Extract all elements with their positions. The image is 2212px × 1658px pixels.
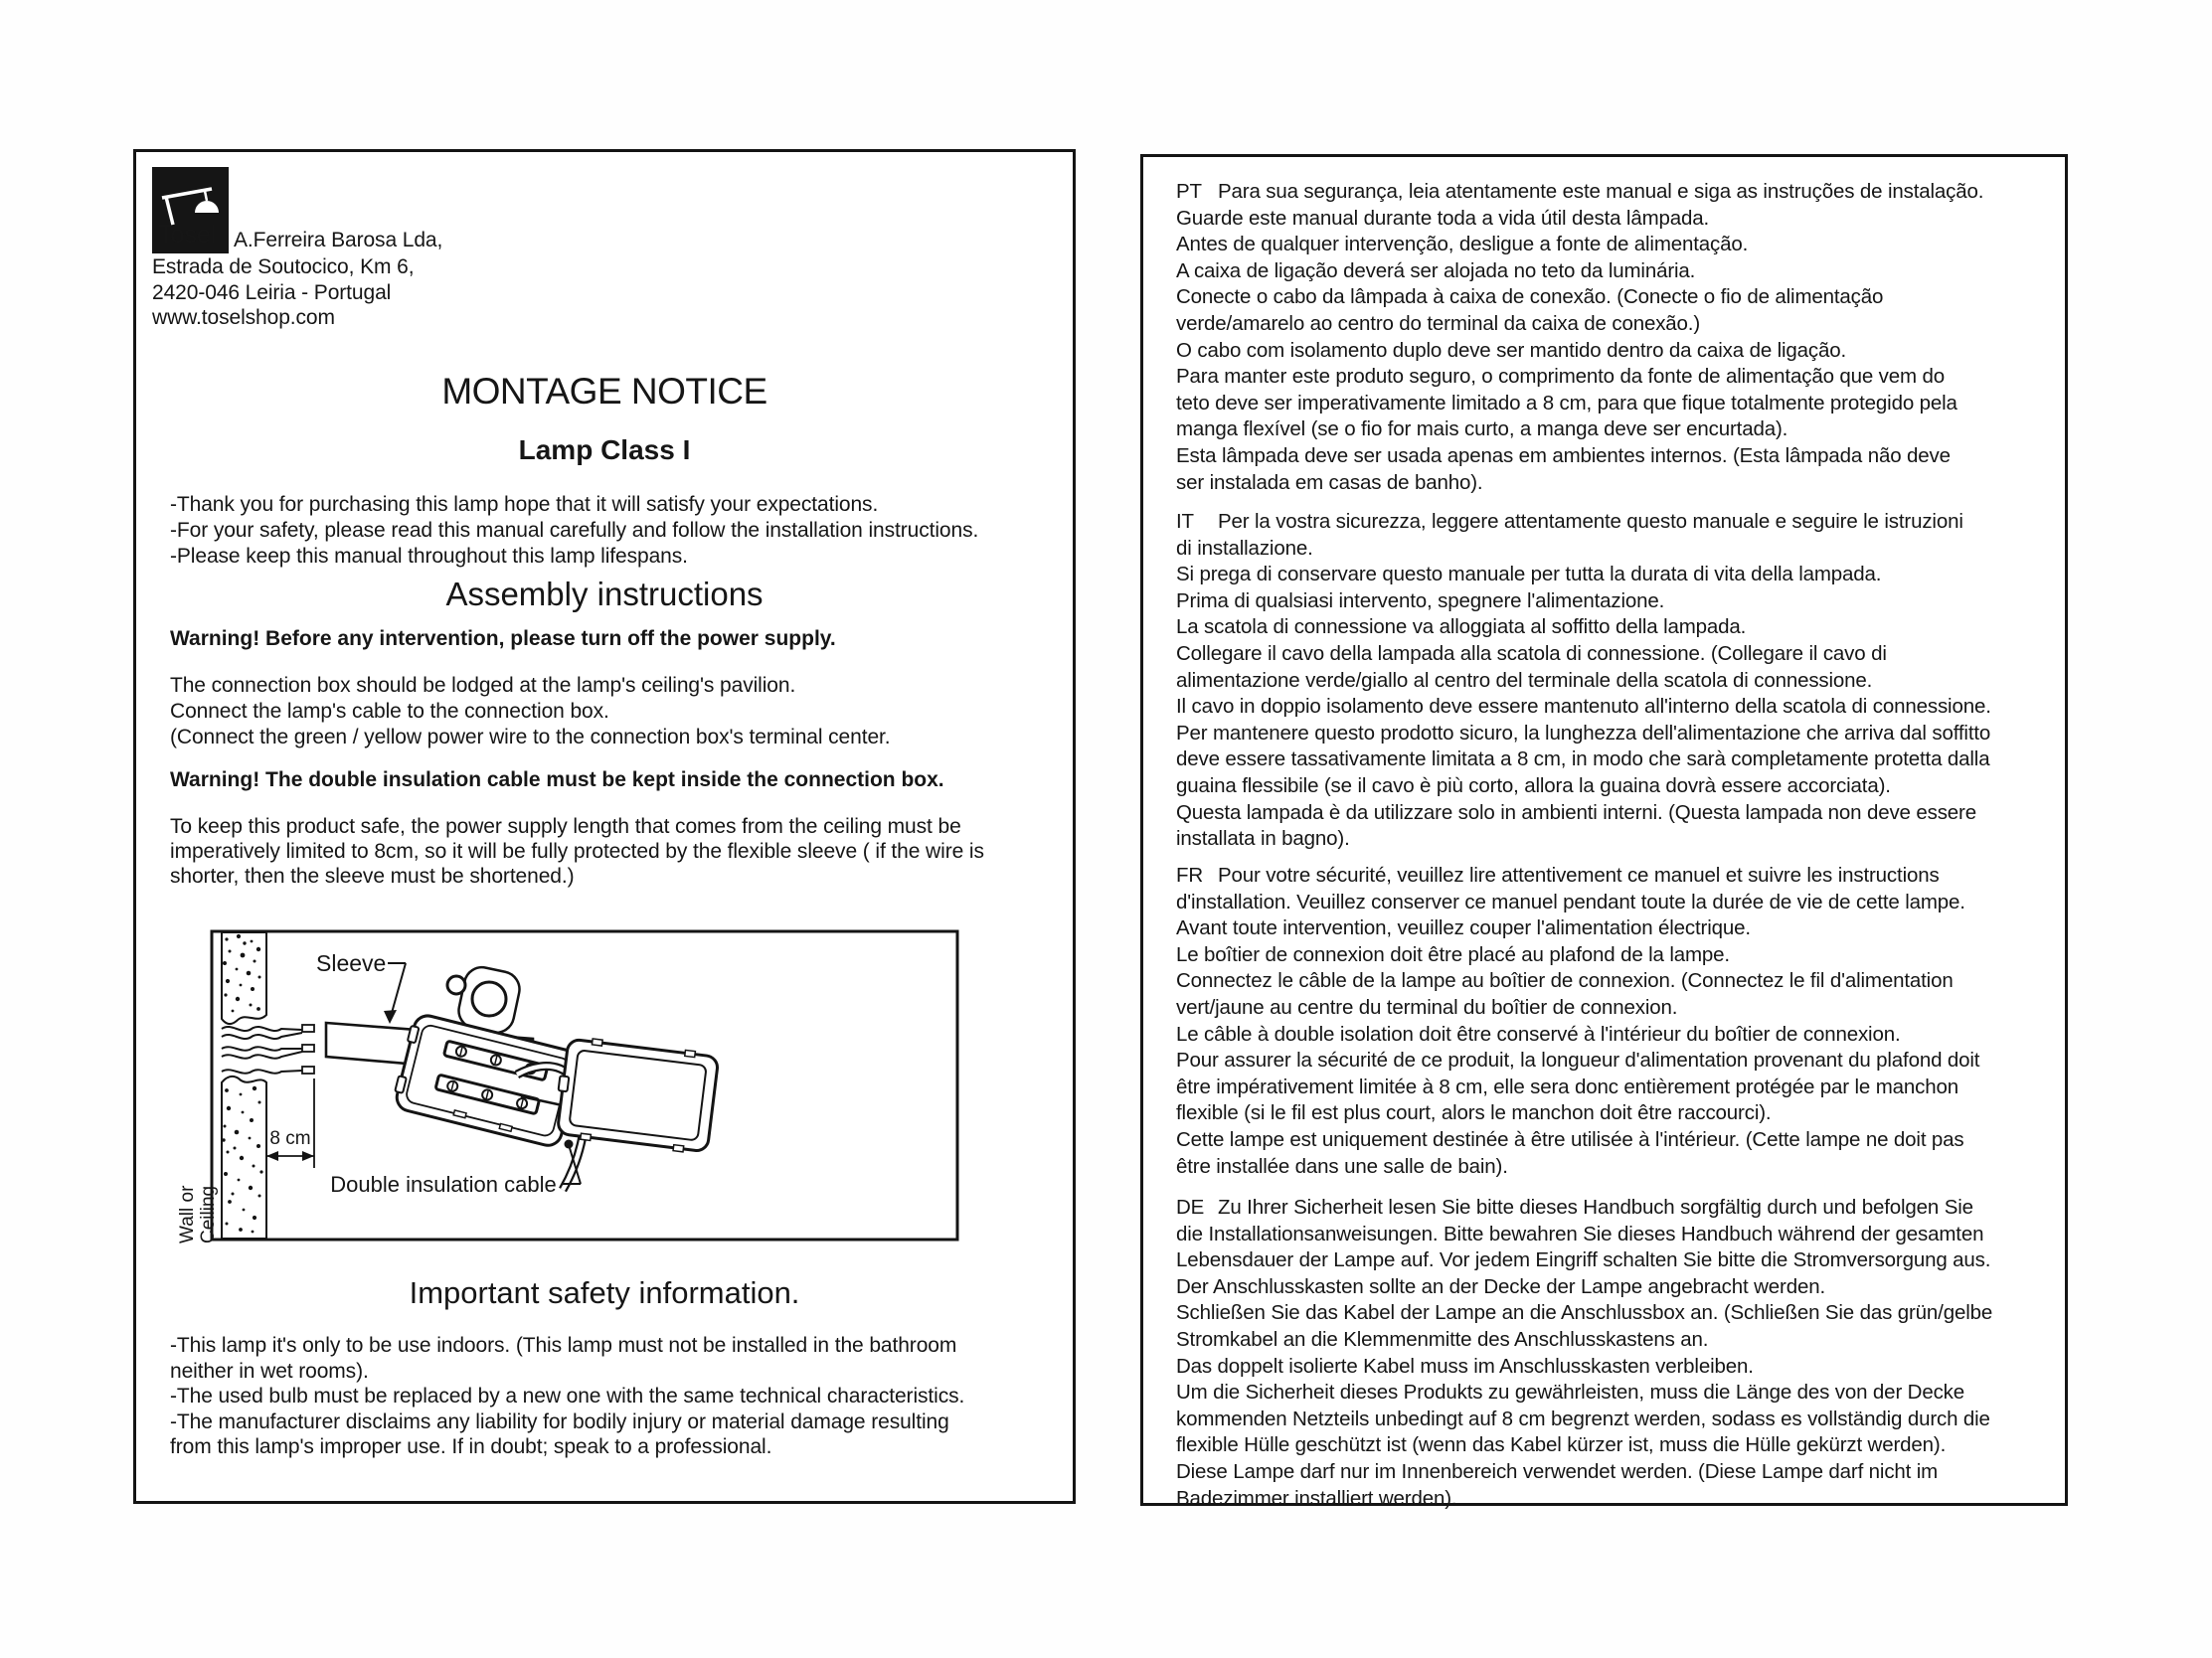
text-line: -For your safety, please read this manual carefully and follow the installation instructions. — [170, 519, 979, 542]
section-text: Pour votre sécurité, veuillez lire attentivement ce manuel et suivre les instructions — [1218, 864, 1940, 887]
text-line: Guarde este manual durante toda a vida útil desta lâmpada. — [1176, 206, 1710, 230]
text-line: -Thank you for purchasing this lamp hope that it will satisfy your expectations. — [170, 493, 879, 516]
text-line: deve essere tassativamente limitata a 8 cm, in modo che sarà completamente protetta dalla — [1176, 747, 1990, 771]
text-line: Para manter este produto seguro, o comprimento da fonte de alimentação que vem do — [1176, 365, 1946, 389]
text-line: www.toselshop.com — [152, 306, 335, 329]
text-line: shorter, then the sleeve must be shortened.) — [170, 865, 575, 888]
text-line: neither in wet rooms). — [170, 1359, 369, 1383]
page-subtitle: Lamp Class I — [518, 434, 691, 465]
text-line: être impérativement limitée à 8 cm, elle sera donc entièrement protégée par le manchon — [1176, 1075, 1959, 1098]
wall-label-line2: Ceiling — [198, 1185, 219, 1244]
section-first-line — [1176, 863, 1979, 890]
text-line: from this lamp's improper use. If in doubt; speak to a professional. — [170, 1435, 772, 1458]
company-name: A.Ferreira Barosa Lda, — [234, 229, 443, 251]
tosel-logo — [152, 167, 229, 253]
section-lines — [1176, 206, 1983, 497]
text-line: To keep this product safe, the power supply length that comes from the ceiling must be — [170, 815, 961, 838]
connection-instructions — [170, 673, 891, 750]
text-line: verde/amarelo ao centro do terminal da caixa de conexão.) — [1176, 311, 1701, 335]
text-line: La scatola di connessione va alloggiata al soffitto della lampada. — [1176, 615, 1747, 639]
text-line: -The manufacturer disclaims any liability for bodily injury or material damage resulting — [170, 1409, 949, 1433]
text-line: Um die Sicherheit dieses Produkts zu gewährleisten, muss die Länge des von der Decke — [1176, 1381, 1965, 1405]
text-line: Esta lâmpada deve ser usada apenas em ambientes internos. (Esta lâmpada não deve — [1176, 443, 1951, 467]
text-line: être installée dans une salle de bain). — [1176, 1154, 1508, 1178]
section-lines — [1176, 536, 1991, 853]
warning-power-supply: Warning! Before any intervention, please turn off the power supply. — [170, 627, 836, 650]
cable-label: Double insulation cable — [330, 1172, 557, 1197]
logo-brand-text: Tosel — [158, 221, 217, 249]
text-line: Si prega di conservare questo manuale per tutta la durata di vita della lampada. — [1176, 563, 1882, 586]
language-code: PT — [1176, 180, 1202, 203]
text-line: Connectez le câble de la lampe au boîtier de connexion. (Connectez le fil d'alimentation — [1176, 969, 1954, 993]
section-lines — [1176, 1222, 1992, 1513]
text-line: Diese Lampe darf nur im Innenbereich verwendet werden. (Diese Lampe darf nicht im — [1176, 1459, 1939, 1483]
warning-insulation-cable: Warning! The double insulation cable must be kept inside the connection box. — [170, 768, 944, 791]
text-line: Das doppelt isolierte Kabel muss im Anschlusskasten verbleiben. — [1176, 1354, 1754, 1378]
wall-label-line1: Wall or — [177, 1185, 198, 1244]
text-line: Lebensdauer der Lampe auf. Vor jedem Eingriff schalten Sie bitte die Stromversorgung aus. — [1176, 1248, 1991, 1272]
text-line: flexible (si le fil est plus court, alors le manchon doit être raccourci). — [1176, 1101, 1772, 1125]
section-portuguese — [1176, 179, 1983, 496]
text-line: 2420-046 Leiria - Portugal — [152, 280, 392, 304]
section-german — [1176, 1195, 1992, 1512]
text-line: Avant toute intervention, veuillez couper l'alimentation électrique. — [1176, 916, 1751, 940]
text-line: Connect the lamp's cable to the connection box. — [170, 700, 609, 723]
text-line: (Connect the green / yellow power wire to the connection box's terminal center. — [170, 726, 891, 748]
language-code: DE — [1176, 1196, 1205, 1219]
text-line: Cette lampe est uniquement destinée à être utilisée à l'intérieur. (Cette lampe ne doit pas — [1176, 1127, 1964, 1151]
text-line: Antes de qualquer intervenção, desligue a fonte de alimentação. — [1176, 233, 1749, 256]
text-line: Estrada de Soutocico, Km 6, — [152, 255, 415, 278]
text-line: imperatively limited to 8cm, so it will be fully protected by the flexible sleeve ( if the wire is — [170, 840, 984, 863]
text-line: The connection box should be lodged at the lamp's ceiling's pavilion. — [170, 674, 796, 697]
page-translations — [1140, 154, 2068, 1510]
assembly-heading: Assembly instructions — [445, 576, 764, 612]
page-title: MONTAGE NOTICE — [441, 371, 767, 412]
text-line: Collegare il cavo della lampada alla scatola di connessione. (Collegare il cavo di — [1176, 641, 1887, 665]
text-line: Badezimmer installiert werden). — [1176, 1486, 1457, 1510]
text-line: Il cavo in doppio isolamento deve essere mantenuto all'interno della scatola di connessione. — [1176, 695, 1991, 719]
text-line: Pour assurer la sécurité de ce produit, la longueur d'alimentation provenant du plafond doit — [1176, 1049, 1980, 1073]
text-line: -Please keep this manual throughout this lamp lifespans. — [170, 545, 688, 568]
text-line: Le boîtier de connexion doit être placé au plafond de la lampe. — [1176, 942, 1730, 966]
text-line: kommenden Netzteils unbedingt auf 8 cm begrenzt werden, sodass es vollständig durch die — [1176, 1407, 1990, 1430]
safety-length-paragraph — [170, 814, 984, 889]
text-line: Der Anschlusskasten sollte an der Decke der Lampe angebracht werden. — [1176, 1274, 1826, 1298]
text-line: di installazione. — [1176, 536, 1313, 560]
text-line: -This lamp it's only to be use indoors. (This lamp must not be installed in the bathroom — [170, 1334, 957, 1357]
page-english — [133, 149, 1076, 1504]
company-address — [152, 254, 414, 331]
section-first-line — [1176, 179, 1983, 206]
text-line: guaina flessibile (se il cavo è più corto, allora la guaina dovrà essere accorciata). — [1176, 773, 1891, 797]
section-text: Per la vostra sicurezza, leggere attentamente questo manuale e seguire le istruzioni — [1218, 510, 1963, 533]
text-line: Schließen Sie das Kabel der Lampe an die Anschlussbox an. (Schließen Sie das grün/gelbe — [1176, 1301, 1993, 1325]
language-code: IT — [1176, 510, 1194, 533]
text-line: manga flexível (se o fio for mais curto, a manga deve ser encurtada). — [1176, 417, 1788, 441]
text-line: teto deve ser imperativamente limitado a 8 cm, para que fique totalmente protegido pela — [1176, 391, 1957, 414]
text-line: installata in bagno). — [1176, 827, 1350, 851]
lamp-logo-icon — [152, 167, 229, 253]
section-lines — [1176, 890, 1979, 1181]
text-line: -The used bulb must be replaced by a new one with the same technical characteristics. — [170, 1385, 965, 1408]
section-french — [1176, 863, 1979, 1180]
safety-heading: Important safety information. — [409, 1275, 800, 1310]
language-code: FR — [1176, 864, 1204, 887]
text-line: die Installationsanweisungen. Bitte bewahren Sie dieses Handbuch während der gesamten — [1176, 1222, 1984, 1245]
text-line: ser instalada em casas de banho). — [1176, 470, 1483, 494]
text-line: d'installation. Veuillez conserver ce manuel pendant toute la durée de vie de cette lampe. — [1176, 890, 1965, 913]
section-italian — [1176, 509, 1991, 853]
text-line: alimentazione verde/giallo al centro del terminale della scatola di connessione. — [1176, 668, 1873, 692]
box-cover — [553, 1036, 719, 1155]
section-first-line — [1176, 1195, 1992, 1222]
sleeve-label: Sleeve — [316, 950, 387, 976]
text-line: Questa lampada è da utilizzare solo in ambienti interni. (Questa lampada non deve essere — [1176, 800, 1976, 824]
intro-paragraph — [170, 492, 978, 570]
wall-ceiling-label — [177, 1185, 219, 1244]
safety-paragraph — [170, 1333, 964, 1460]
text-line: Per mantenere questo prodotto sicuro, la lunghezza dell'alimentazione che arriva dal soffitto — [1176, 721, 1991, 745]
text-line: Prima di qualsiasi intervento, spegnere l'alimentazione. — [1176, 588, 1665, 612]
dimension-label: 8 cm — [269, 1128, 311, 1149]
text-line: flexible Hülle geschützt ist (wenn das Kabel kürzer ist, muss die Hülle gekürzt werden). — [1176, 1433, 1947, 1457]
section-first-line — [1176, 509, 1991, 536]
section-text: Para sua segurança, leia atentamente este manual e siga as instruções de instalação. — [1218, 180, 1984, 203]
section-text: Zu Ihrer Sicherheit lesen Sie bitte dieses Handbuch sorgfältig durch und befolgen Sie — [1218, 1196, 1973, 1219]
installation-diagram — [167, 927, 962, 1252]
wire-pins — [302, 1025, 314, 1074]
text-line: Le câble à double isolation doit être conservé à l'intérieur du boîtier de connexion. — [1176, 1022, 1901, 1046]
text-line: Stromkabel an die Klemmenmitte des Anschlusskastens an. — [1176, 1327, 1709, 1351]
text-line: A caixa de ligação deverá ser alojada no teto da luminária. — [1176, 258, 1696, 282]
text-line: O cabo com isolamento duplo deve ser mantido dentro da caixa de ligação. — [1176, 338, 1847, 362]
text-line: Conecte o cabo da lâmpada à caixa de conexão. (Conecte o fio de alimentação — [1176, 285, 1884, 309]
wall-section — [222, 932, 266, 1239]
text-line: vert/jaune au centre du terminal du boîtier de connexion. — [1176, 995, 1678, 1019]
